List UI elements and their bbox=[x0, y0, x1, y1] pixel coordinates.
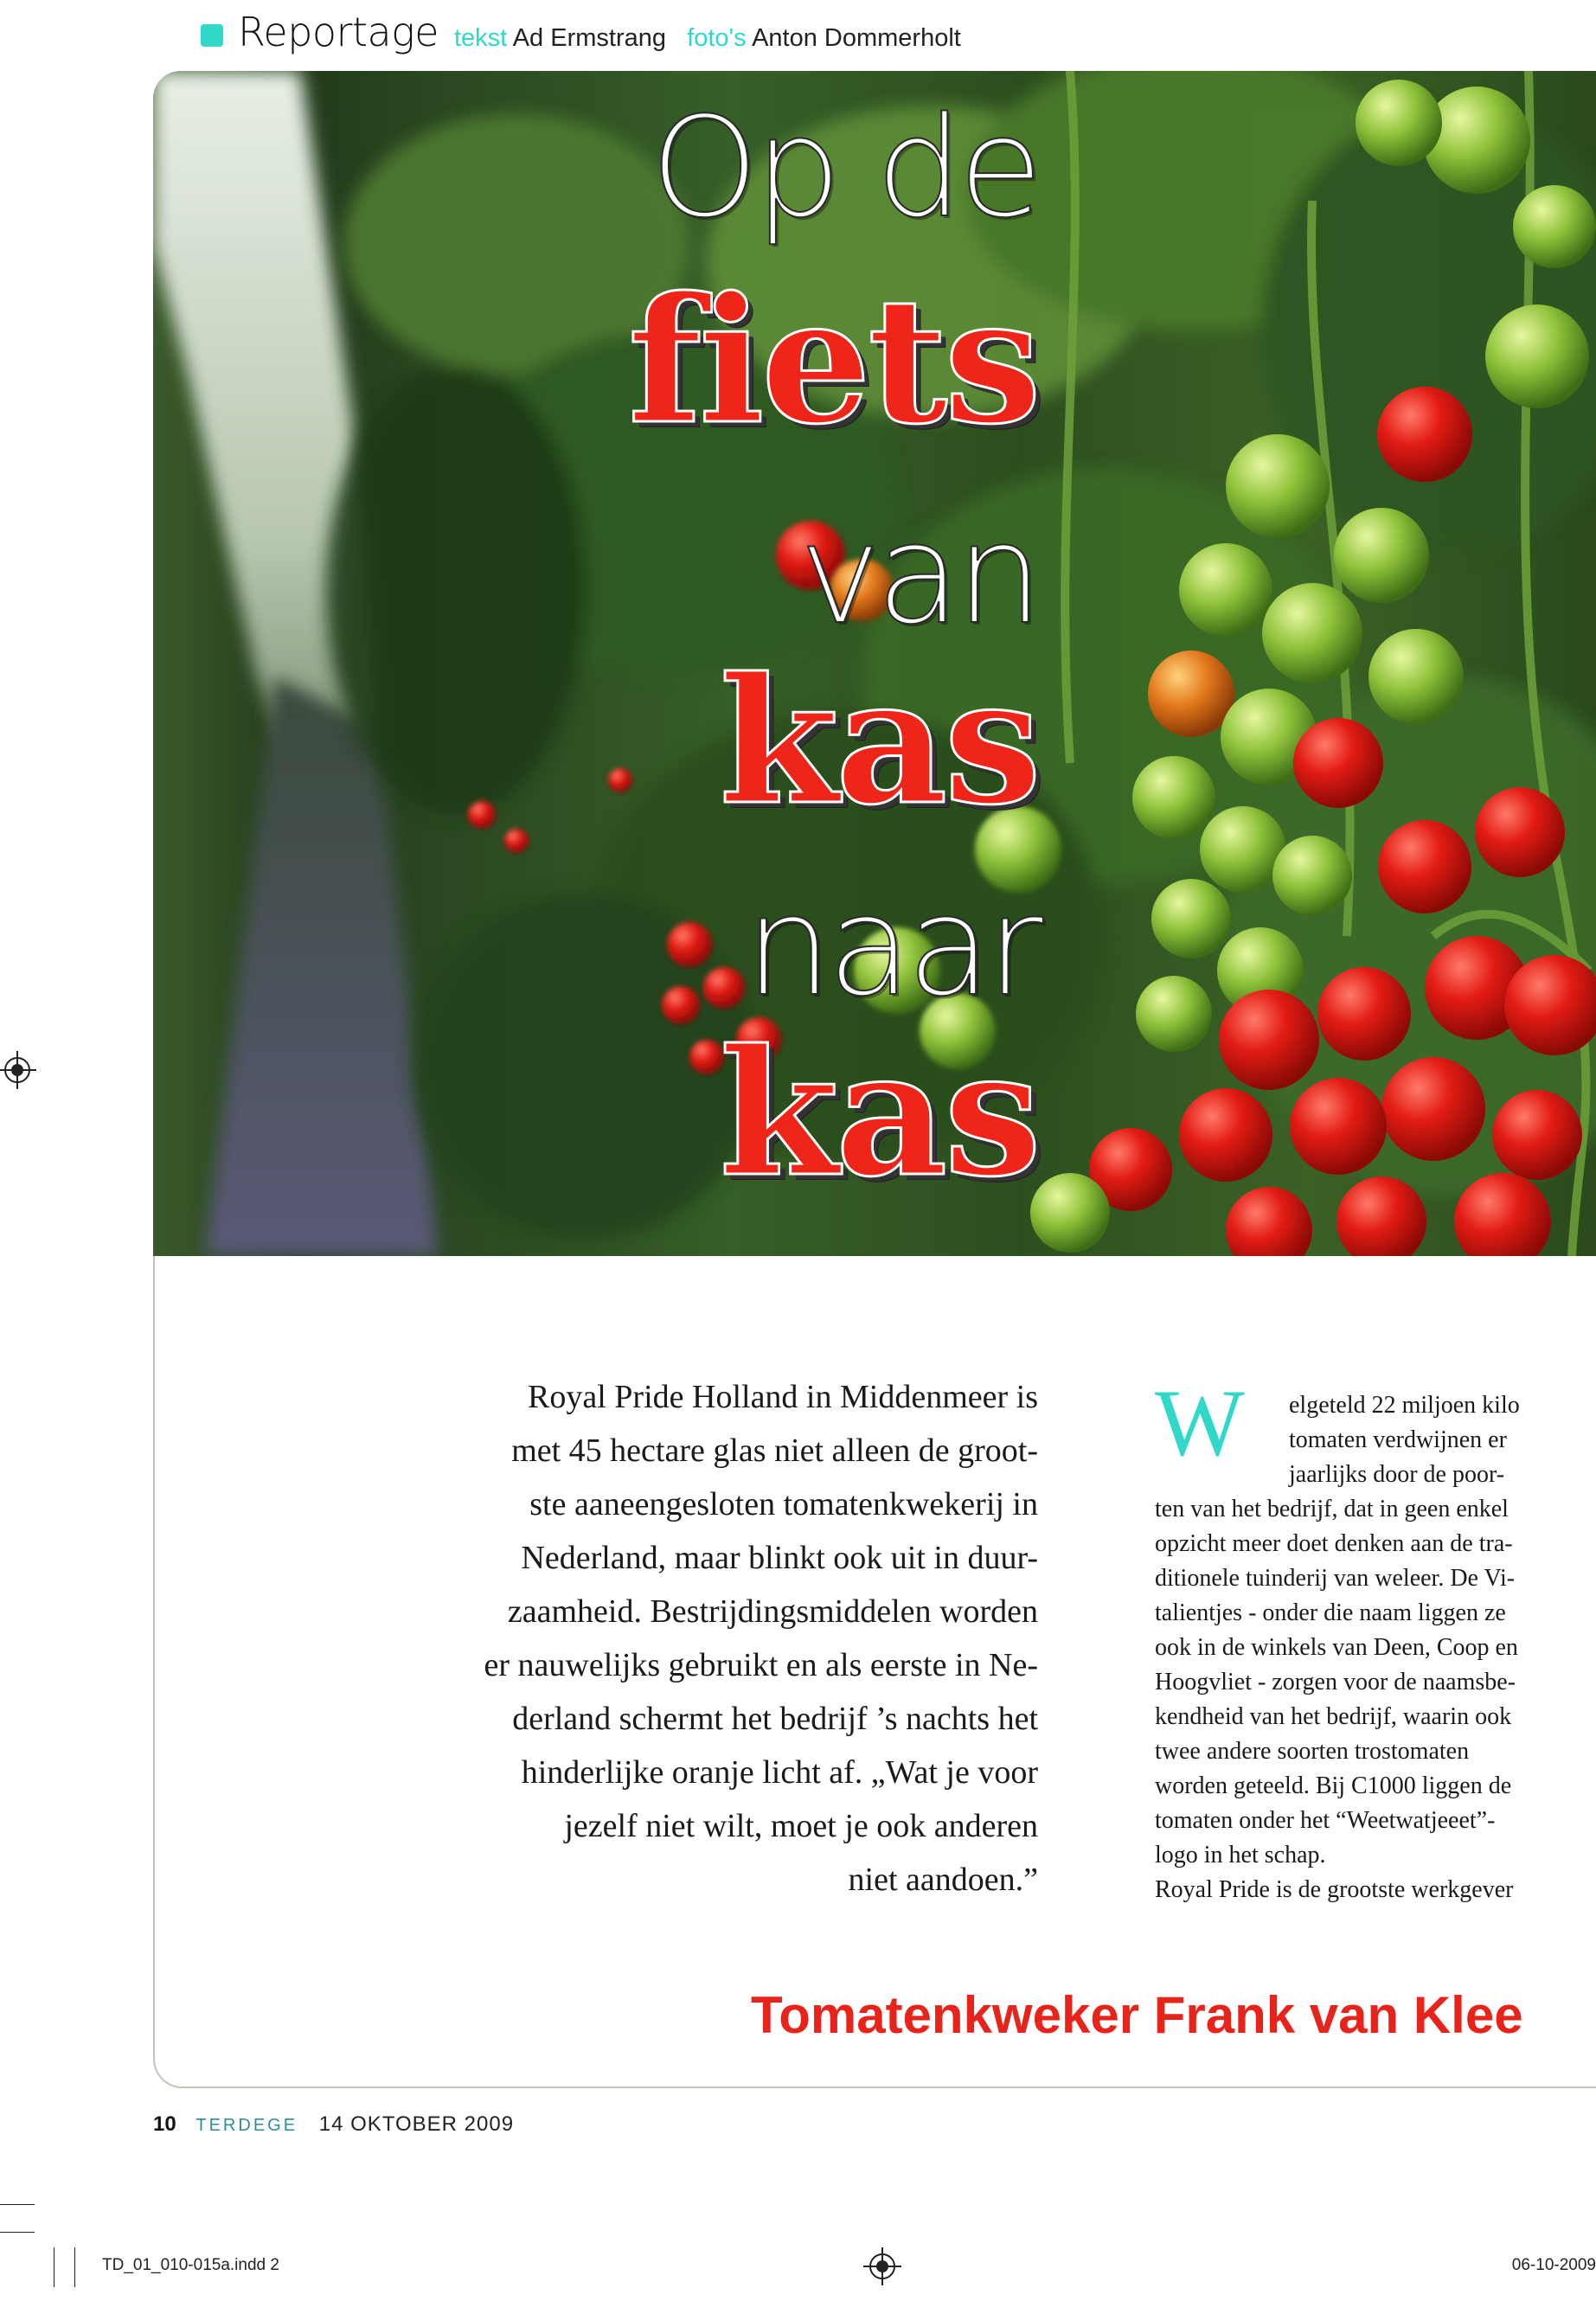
body-line: Hoogvliet - zorgen voor de naamsbe- bbox=[1155, 1669, 1516, 1695]
body-line: twee andere soorten trostomaten bbox=[1155, 1738, 1470, 1765]
section-title: Reportage bbox=[238, 9, 439, 55]
body-line: kendheid van het bedrijf, waarin ook bbox=[1155, 1703, 1512, 1730]
section-marker bbox=[201, 24, 223, 47]
body-line: ditionele tuinderij van weleer. De Vi- bbox=[1155, 1565, 1516, 1592]
intro-line: niet aandoen.” bbox=[848, 1862, 1038, 1898]
body-text bbox=[1155, 1388, 1596, 1907]
headline-line-4: kas bbox=[719, 640, 1038, 843]
headline-line-5: naar bbox=[744, 865, 1038, 1027]
intro-paragraph bbox=[389, 1370, 1038, 1907]
headline-line-2: fiets bbox=[627, 260, 1038, 463]
body-line: talientjes - onder die naam liggen ze bbox=[1155, 1599, 1506, 1626]
headline-line-3: van bbox=[798, 493, 1038, 655]
intro-line: Nederland, maar blinkt ook uit in duur- bbox=[521, 1540, 1038, 1576]
subtitle: Tomatenkweker Frank van Klee bbox=[751, 1986, 1523, 2044]
body-line: worden geteeld. Bij C1000 liggen de bbox=[1155, 1772, 1512, 1799]
text-author: Ad Ermstrang bbox=[512, 24, 667, 52]
body-line: logo in het schap. bbox=[1155, 1842, 1326, 1868]
slug-filename: TD_01_010-015a.indd 2 bbox=[102, 2256, 279, 2274]
photo-author: Anton Dommerholt bbox=[752, 24, 961, 52]
intro-line: hinderlijke oranje licht af. „Wat je voor bbox=[521, 1754, 1038, 1791]
intro-line: jezelf niet wilt, moet je ook anderen bbox=[564, 1808, 1038, 1844]
text-label: tekst bbox=[454, 24, 508, 52]
crop-mark bbox=[74, 2247, 75, 2287]
page-folio bbox=[153, 2112, 514, 2137]
intro-line: derland schermt het bedrijf ’s nachts het bbox=[512, 1701, 1038, 1737]
magazine-name: TERDEGE bbox=[195, 2116, 298, 2135]
crop-mark bbox=[0, 2232, 35, 2233]
body-line: tomaten verdwijnen er bbox=[1289, 1426, 1507, 1453]
body-line: tomaten onder het “Weetwatjeeet”- bbox=[1155, 1807, 1496, 1834]
crop-mark bbox=[0, 2204, 35, 2205]
page-number: 10 bbox=[153, 2112, 176, 2136]
body-line: Royal Pride is de grootste werkgever bbox=[1155, 1876, 1514, 1903]
drop-cap: W bbox=[1155, 1370, 1245, 1476]
registration-mark-icon bbox=[863, 2247, 901, 2285]
slug-date: 06-10-2009 bbox=[1511, 2256, 1596, 2274]
intro-line: er nauwelijks gebruikt en als eerste in Ne- bbox=[484, 1647, 1038, 1683]
body-line: elgeteld 22 miljoen kilo bbox=[1289, 1392, 1520, 1419]
headline-line-1: Op de bbox=[650, 87, 1038, 248]
body-line: ook in de winkels van Deen, Coop en bbox=[1155, 1634, 1518, 1661]
registration-mark-icon bbox=[0, 1051, 36, 1089]
body-line: jaarlijks door de poor- bbox=[1289, 1461, 1505, 1488]
issue-date: 14 OKTOBER 2009 bbox=[318, 2112, 515, 2136]
body-line: opzicht meer doet denken aan de tra- bbox=[1155, 1530, 1513, 1557]
intro-line: ste aaneengesloten tomatenkwekerij in bbox=[529, 1486, 1038, 1522]
headline-line-6: kas bbox=[719, 1012, 1038, 1215]
credits bbox=[454, 24, 961, 53]
body-line: ten van het bedrijf, dat in geen enkel bbox=[1155, 1496, 1509, 1522]
intro-line: Royal Pride Holland in Middenmeer is bbox=[528, 1379, 1038, 1415]
headline bbox=[536, 87, 1038, 1237]
intro-line: met 45 hectare glas niet alleen de groot- bbox=[511, 1433, 1038, 1469]
intro-line: zaamheid. Bestrijdingsmiddelen worden bbox=[507, 1593, 1038, 1630]
photo-label: foto's bbox=[687, 24, 747, 52]
